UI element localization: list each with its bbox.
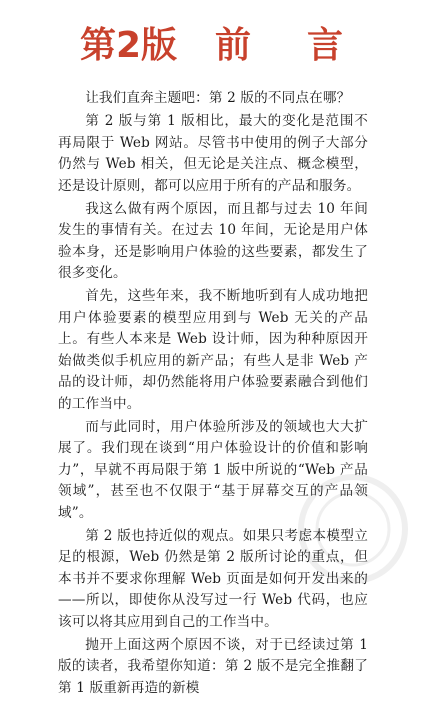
- paragraph: 我这么做有两个原因，而且都与过去 10 年间发生的事情有关。在过去 10 年间，无论是用户体验本身，还是影响用户体验的这些要素，都发生了很多变化。: [58, 200, 368, 281]
- title-word-1: 前: [215, 25, 252, 66]
- paragraph: 而与此同时，用户体验所涉及的领域也大大扩展了。我们现在谈到“用户体验设计的价值和影响力”，早就不再局限于第 1 版中所说的“Web 产品领域”，甚至也不仅限于“基于屏幕交互的产品领域”。: [58, 418, 368, 521]
- page-title: [0, 22, 423, 70]
- paragraph: 第 2 版与第 1 版相比，最大的变化是范围不再局限于 Web 网站。尽管书中使用的例子大部分仍然与 Web 相关，但无论是关注点、概念模型，还是设计原则，都可以应用于所有的产品和服务。: [58, 113, 368, 194]
- title-word-2: 言: [307, 25, 344, 66]
- paragraph: 让我们直奔主题吧：第 2 版的不同点在哪？: [85, 90, 351, 106]
- paragraph: 第 2 版也持近似的观点。如果只考虑本模型立足的根源，Web 仍然是第 2 版所讨论的重点，但本书并不要求你理解 Web 页面是如何开发出来的——所以，即使你从没写过一行 Web 代码，也应该可以将其应用到自己的工作当中。: [58, 527, 368, 630]
- paragraph: 首先，这些年来，我不断地听到有人成功地把用户体验要素的模型应用到与 Web 无关的产品上。有些人本来是 Web 设计师，因为种种原因开始做类似手机应用的新产品；有些人是非 Web 产品的设计师，却仍然能将用户体验要素融合到他们的工作当中。: [58, 288, 368, 412]
- title-edition: 第2版: [79, 25, 178, 66]
- paragraph: 抛开上面这两个原因不谈，对于已经读过第 1 版的读者，我希望你知道：第 2 版不是完全推翻了第 1 版重新再造的新模: [58, 636, 368, 696]
